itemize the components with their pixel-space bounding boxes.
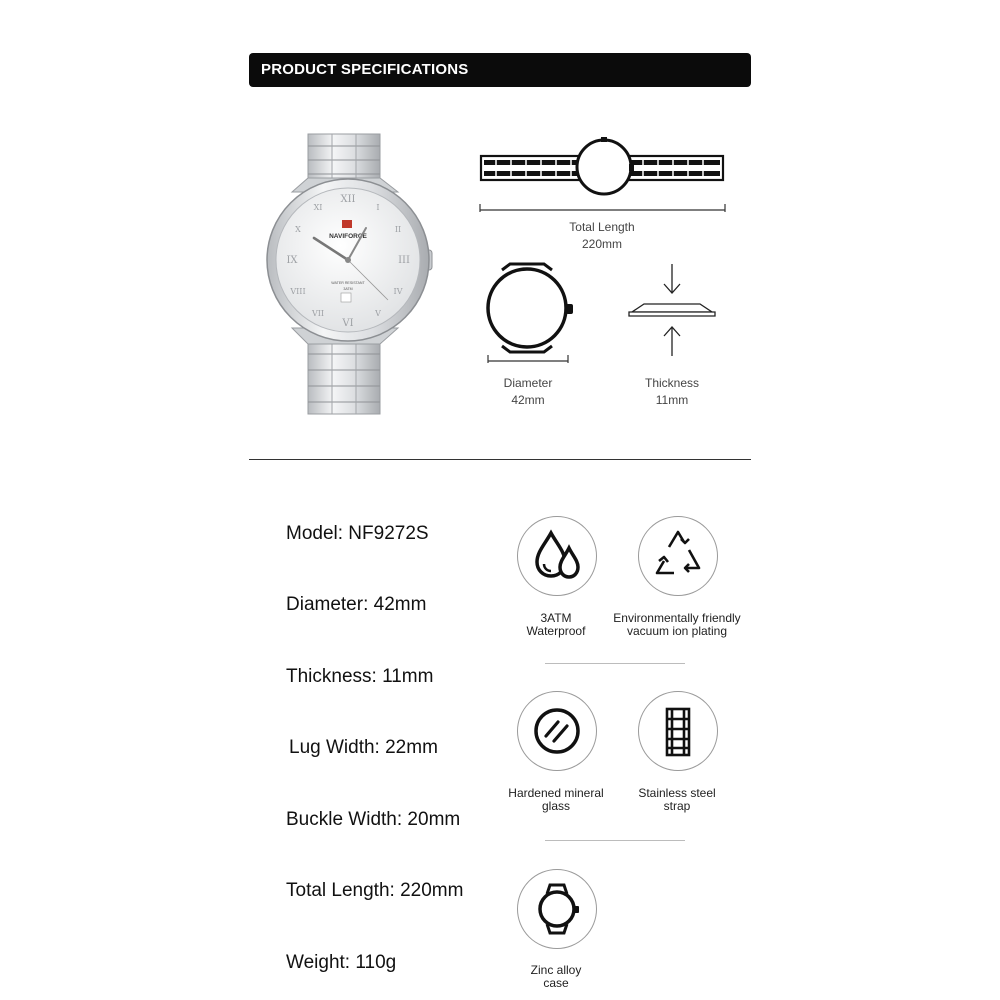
- diameter-diagram: [480, 262, 580, 364]
- thickness-label: Thickness: [644, 376, 700, 390]
- feature-waterproof-line1: 3ATM: [540, 611, 572, 625]
- steel-strap-icon: [639, 692, 717, 770]
- spec-buckle-width: Buckle Width: 20mm: [286, 809, 461, 830]
- feature-eco-plating-line1: Environmentally friendly: [613, 611, 741, 625]
- thickness-diagram: [624, 262, 720, 360]
- svg-text:XII: XII: [340, 194, 356, 205]
- watch-brand: NAVIFORCE: [329, 233, 367, 240]
- feature-zinc-case: [517, 869, 597, 949]
- thickness-value: 11mm: [655, 393, 689, 407]
- spec-model: Model: NF9272S: [286, 523, 429, 544]
- svg-text:IX: IX: [286, 255, 298, 266]
- svg-text:VI: VI: [342, 318, 354, 329]
- svg-text:I: I: [376, 203, 380, 212]
- feature-mineral-glass-line2: glass: [541, 799, 570, 813]
- feature-mineral-glass-line1: Hardened mineral: [508, 786, 604, 800]
- feature-waterproof: [517, 516, 597, 596]
- feature-eco-plating: [638, 516, 718, 596]
- feature-steel-strap-line1: Stainless steel: [638, 786, 716, 800]
- feature-steel-strap-line2: strap: [663, 799, 691, 813]
- total-length-value: 220mm: [581, 237, 622, 251]
- header-title: PRODUCT SPECIFICATIONS: [261, 61, 469, 78]
- thickness-caption: [622, 375, 722, 409]
- svg-text:XI: XI: [313, 203, 323, 212]
- feature-waterproof-line2: Waterproof: [526, 624, 586, 638]
- watch-dial-text: WATER RESISTANT: [331, 281, 365, 285]
- svg-text:II: II: [394, 225, 402, 234]
- svg-text:VIII: VIII: [290, 287, 306, 296]
- watch-dial-subtext: 3ATM: [343, 287, 353, 291]
- watch-case-icon: [518, 870, 596, 948]
- feature-rule-1: [545, 663, 685, 664]
- header-bar: [249, 53, 751, 87]
- feature-rule-2: [545, 840, 685, 841]
- section-divider: [249, 459, 751, 460]
- svg-text:V: V: [375, 309, 381, 318]
- spec-total-length: Total Length: 220mm: [286, 880, 464, 901]
- watch-product-image: [262, 132, 438, 417]
- diameter-label: Diameter: [503, 376, 553, 390]
- spec-thickness: Thickness: 11mm: [286, 666, 434, 687]
- feature-eco-plating-label: [597, 612, 757, 638]
- strap-length-diagram: [478, 136, 728, 216]
- feature-zinc-case-line1: Zinc alloy: [530, 963, 582, 977]
- svg-text:VII: VII: [311, 309, 325, 318]
- feature-steel-strap: [638, 691, 718, 771]
- mineral-glass-icon: [518, 692, 596, 770]
- total-length-label: Total Length: [569, 220, 635, 234]
- feature-steel-strap-label: [597, 787, 757, 813]
- diameter-value: 42mm: [511, 393, 545, 407]
- total-length-caption: [550, 219, 654, 253]
- recycle-icon: [639, 517, 717, 595]
- svg-text:X: X: [295, 225, 301, 234]
- svg-text:III: III: [398, 255, 410, 266]
- feature-mineral-glass: [517, 691, 597, 771]
- diameter-caption: [478, 375, 578, 409]
- feature-zinc-case-label: [476, 964, 636, 990]
- water-drops-icon: [518, 517, 596, 595]
- feature-eco-plating-line2: vacuum ion plating: [626, 624, 728, 638]
- feature-zinc-case-line2: case: [543, 976, 569, 990]
- spec-lug-width: Lug Width: 22mm: [289, 737, 438, 758]
- svg-text:IV: IV: [393, 287, 403, 296]
- spec-weight: Weight: 110g: [286, 952, 397, 973]
- spec-diameter: Diameter: 42mm: [286, 594, 427, 615]
